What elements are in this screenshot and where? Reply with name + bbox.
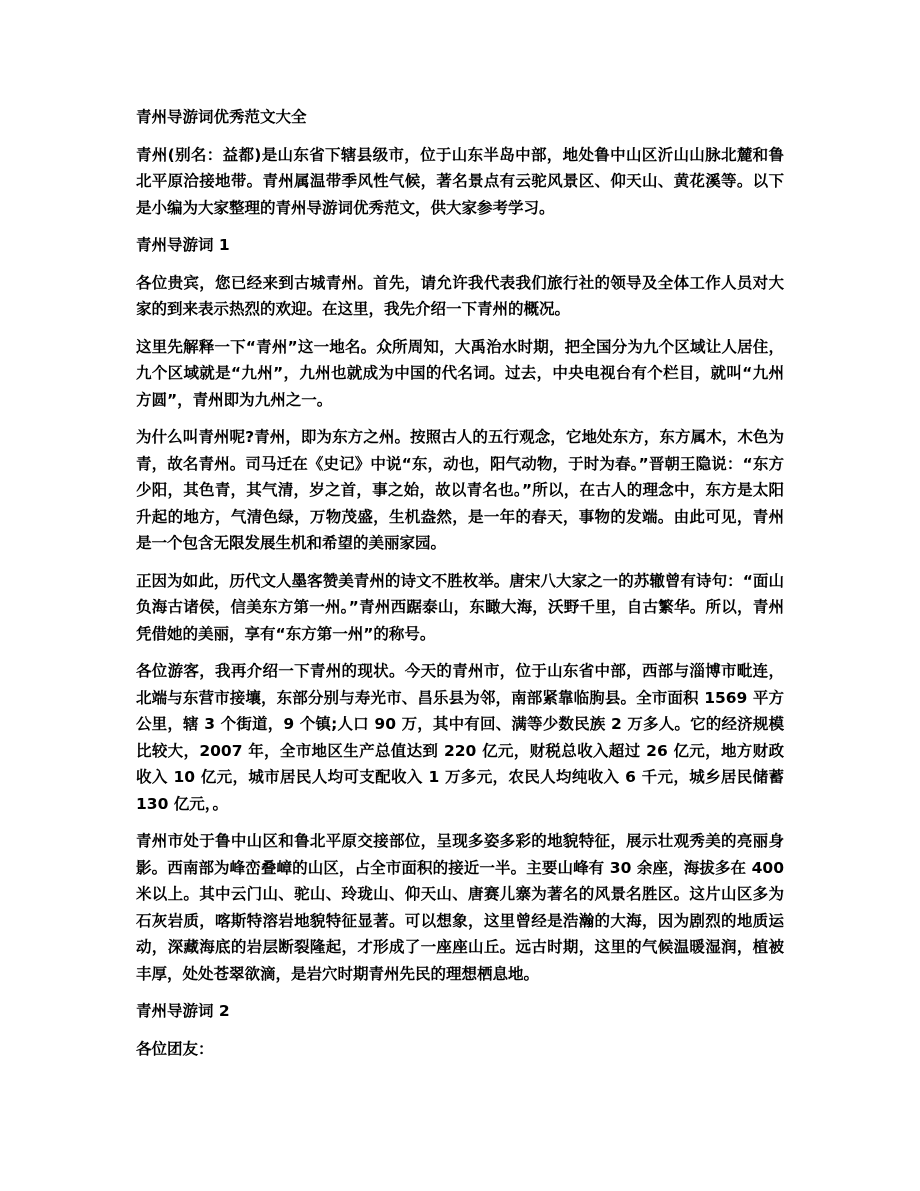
- paragraph: 各位游客，我再介绍一下青州的现状。今天的青州市，位于山东省中部，西部与淄博市毗连，北端与东营市接壤，东部分别与寿光市、昌乐县为邻，南部紧靠临朐县。全市面积 1569 平方公里，辖 3 个街道，9 个镇;人口 90 万，其中有回、满等少数民族 2 万多人。它的经济规模比较大，2007 年，全市地区生产总值达到 220 亿元，财税总收入超过 26 亿元，地方财政收入 10 亿元，城市居民人均可支配收入 1 万多元，农民人均纯收入 6 千元，城乡居民储蓄 130 亿元，。: [136, 662, 784, 813]
- document-page: [136, 104, 784, 1073]
- intro-paragraph: 青州(别名：益都)是山东省下辖县级市，位于山东半岛中部，地处鲁中山区沂山山脉北麓和鲁北平原洽接地带。青州属温带季风性气候，著名景点有云驼风景区、仰天山、黄花溪等。以下是小编为大家整理的青州导游词优秀范文，供大家参考学习。: [136, 145, 784, 217]
- paragraph: 这里先解释一下“青州”这一地名。众所周知，大禹治水时期，把全国分为九个区域让人居住，九个区域就是“九州”，九州也就成为中国的代名词。过去，中央电视台有个栏目，就叫“九州方圆”，青州即为九州之一。: [136, 337, 784, 409]
- paragraph: 青州市处于鲁中山区和鲁北平原交接部位，呈现多姿多彩的地貌特征，展示壮观秀美的亮丽身影。西南部为峰峦叠嶂的山区，占全市面积的接近一半。主要山峰有 30 余座，海拔多在 400 米以上。其中云门山、驼山、玲珑山、仰天山、唐赛儿寨为著名的风景名胜区。这片山区多为石灰岩质，喀斯特溶岩地貌特征显著。可以想象，这里曾经是浩瀚的大海，因为剧烈的地质运动，深藏海底的岩层断裂隆起，才形成了一座座山丘。远古时期，这里的气候温暖湿润，植被丰厚，处处苍翠欲滴，是岩穴时期青州先民的理想栖息地。: [136, 832, 784, 983]
- document-title: 青州导游词优秀范文大全: [136, 108, 307, 126]
- paragraph: 正因为如此，历代文人墨客赞美青州的诗文不胜枚举。唐宋八大家之一的苏辙曾有诗句：“面山负海古诸侯，信美东方第一州。”青州西踞泰山，东瞰大海，沃野千里，自古繁华。所以，青州凭借她的美丽，享有“东方第一州”的称号。: [136, 571, 784, 643]
- section-heading-1: 青州导游词 1: [136, 236, 230, 254]
- greeting-line: 各位团友：: [136, 1039, 214, 1058]
- section-heading-2: 青州导游词 2: [136, 1002, 230, 1020]
- paragraph: 为什么叫青州呢?青州，即为东方之州。按照古人的五行观念，它地处东方，东方属木，木色为青，故名青州。司马迁在《史记》中说“东，动也，阳气动物，于时为春。”晋朝王隐说：“东方少阳，其色青，其气清，岁之首，事之始，故以青名也。”所以，在古人的理念中，东方是太阳升起的地方，气清色绿，万物茂盛，生机盎然，是一年的春天，事物的发端。由此可见，青州是一个包含无限发展生机和希望的美丽家园。: [136, 428, 784, 552]
- paragraph: 各位贵宾，您已经来到古城青州。首先，请允许我代表我们旅行社的领导及全体工作人员对大家的到来表示热烈的欢迎。在这里，我先介绍一下青州的概况。: [136, 273, 784, 318]
